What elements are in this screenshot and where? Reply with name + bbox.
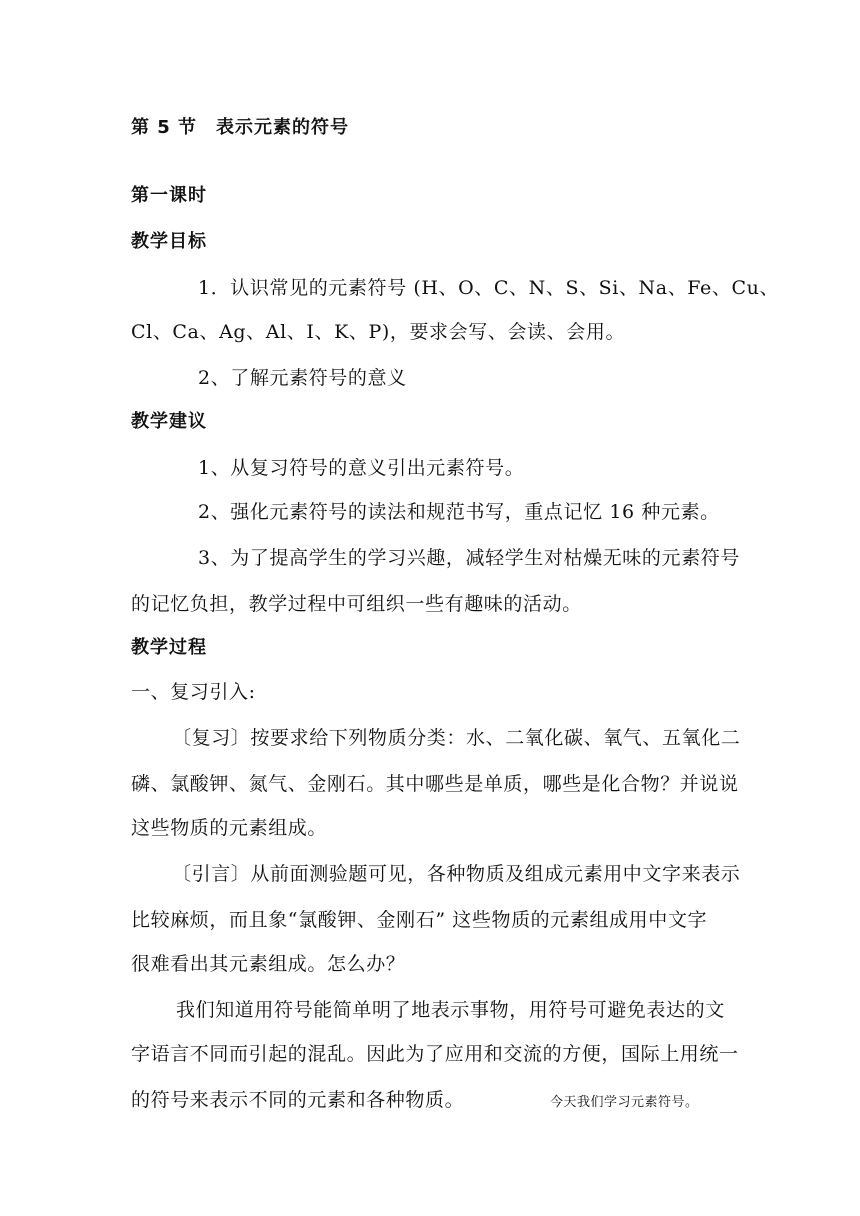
intro-line-3: 很难看出其元素组成。怎么办？ xyxy=(131,953,406,975)
goals-heading: 教学目标 xyxy=(131,231,207,252)
goal-1-line-1: 1．认识常见的元素符号 (H、O、C、N、S、Si、Na、Fe、Cu、 xyxy=(198,277,780,299)
paragraph-tail: 今天我们学习元素符号。 xyxy=(550,1095,699,1110)
advice-1: 1、从复习符号的意义引出元素符号。 xyxy=(198,457,525,479)
review-line-3: 这些物质的元素组成。 xyxy=(131,817,328,839)
process-heading: 教学过程 xyxy=(131,637,207,658)
review-line-2: 磷、氯酸钾、氮气、金刚石。其中哪些是单质，哪些是化合物？并说说 xyxy=(131,773,739,795)
paragraph-line-3: 的符号来表示不同的元素和各种物质。 xyxy=(131,1089,465,1111)
step-1-heading: 一、复习引入: xyxy=(131,681,256,703)
advice-heading: 教学建议 xyxy=(131,411,207,432)
intro-line-2: 比较麻烦，而且象“氯酸钾、金刚石” 这些物质的元素组成用中文字 xyxy=(131,909,708,931)
goal-1-line-2: Cl、Ca、Ag、Al、I、K、P)，要求会写、会读、会用。 xyxy=(131,321,626,343)
advice-3-line-1: 3、为了提高学生的学习兴趣，减轻学生对枯燥无味的元素符号 xyxy=(198,547,740,569)
lesson-label: 第一课时 xyxy=(131,185,207,206)
paragraph-line-2: 字语言不同而引起的混乱。因此为了应用和交流的方便，国际上用统一 xyxy=(131,1043,739,1065)
advice-2: 2、强化元素符号的读法和规范书写，重点记忆 16 种元素。 xyxy=(198,501,720,523)
advice-3-line-2: 的记忆负担，教学过程中可组织一些有趣味的活动。 xyxy=(131,593,582,615)
goal-2: 2、了解元素符号的意义 xyxy=(198,367,407,389)
paragraph-line-1: 我们知道用符号能简单明了地表示事物，用符号可避免表达的文 xyxy=(176,999,725,1021)
review-line-1: 〔复习〕按要求给下列物质分类：水、二氧化碳、氧气、五氧化二 xyxy=(172,727,741,749)
section-title: 第 5 节 表示元素的符号 xyxy=(131,117,350,138)
intro-line-1: 〔引言〕从前面测验题可见，各种物质及组成元素用中文字来表示 xyxy=(172,863,741,885)
